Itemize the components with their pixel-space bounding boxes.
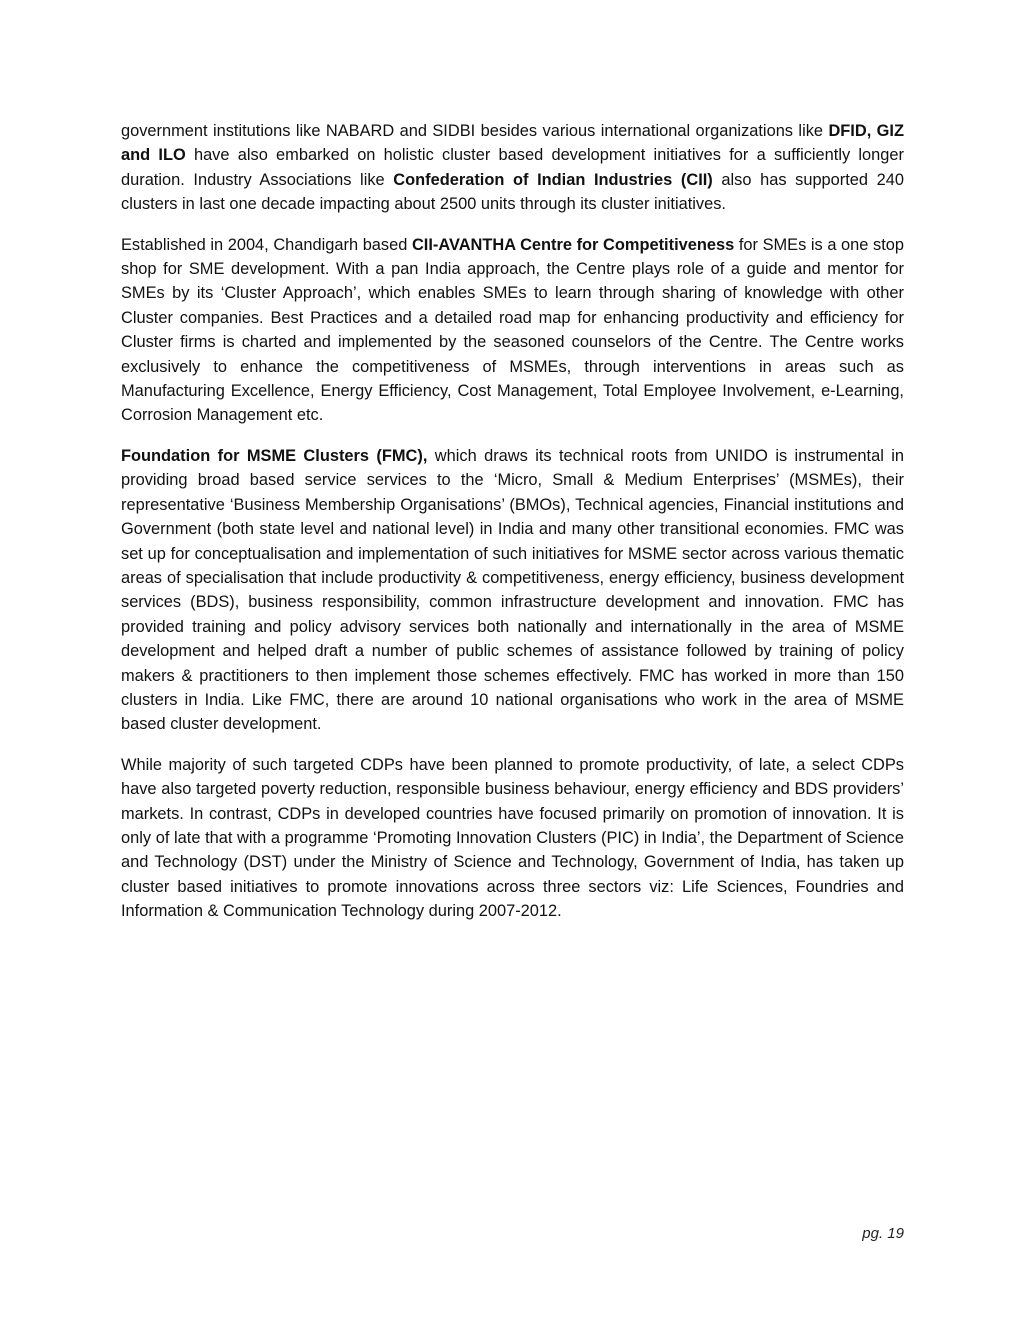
text-segment: While majority of such targeted CDPs have been planned to promote productivity, of late, a select CDPs have also targeted poverty reduction, responsible business behaviour, energy efficiency and BDS providers’ markets. In contrast, CDPs in developed countries have focused primarily on promotion of innovation. It is only of late that with a programme ‘Promoting Innovation Clusters (PIC) in India’, the Department of Science and Technology (DST) under the Ministry of Science and Technology, Government of India, has taken up cluster based initiatives to promote innovations across three sectors viz: Life Sciences, Foundries and Information & Communication Technology during 2007-2012.	[121, 755, 904, 921]
bold-text-cii-avantha: CII-AVANTHA Centre for Competitiveness	[411, 235, 735, 254]
paragraph-fmc	[121, 444, 904, 737]
text-segment: also has supported 240 clusters in last one decade impacting about 2500 units through its cluster initiatives.	[121, 170, 905, 214]
page-number: pg. 19	[862, 1225, 904, 1242]
page-body	[121, 119, 904, 940]
paragraph-cdps	[121, 753, 904, 924]
text-segment: Established in 2004, Chandigarh based	[121, 235, 412, 254]
text-segment: which draws its technical roots from UNIDO is instrumental in providing broad based service services to the ‘Micro, Small & Medium Enterprises’ (MSMEs), their representative ‘Business Membership Organisations’ (BMOs), Technical agencies, Financial institutions and Government (both state level and national level) in India and many other transitional economies. FMC was set up for conceptualisation and implementation of such initiatives for MSME sector across various thematic areas of specialisation that include productivity & competitiveness, energy efficiency, business development services (BDS), business responsibility, common infrastructure development and innovation. FMC has provided training and policy advisory services both nationally and internationally in the area of MSME development and helped draft a number of public schemes of assistance followed by training of policy makers & practitioners to then implement those schemes effectively. FMC has worked in more than 150 clusters in India. Like FMC, there are around 10 national organisations who work in the area of MSME based cluster development.	[121, 446, 904, 734]
text-segment: have also embarked on holistic cluster based development initiatives for a sufficiently longer duration. Industry Associations like	[121, 146, 904, 189]
text-segment: government institutions like NABARD and SIDBI besides various international organizations like	[121, 122, 829, 140]
bold-text-dfid-giz-ilo: DFID, GIZ and ILO	[121, 122, 904, 165]
paragraph-cluster-institutions	[121, 119, 904, 217]
paragraph-cii-avantha	[121, 233, 904, 428]
bold-text-cii: Confederation of Indian Industries (CII)	[393, 170, 713, 189]
bold-text-fmc: Foundation for MSME Clusters (FMC),	[121, 446, 428, 465]
text-segment: for SMEs is a one stop shop for SME development. With a pan India approach, the Centre plays role of a guide and mentor for SMEs by its ‘Cluster Approach’, which enables SMEs to learn through sharing of knowledge with other Cluster companies. Best Practices and a detailed road map for enhancing productivity and efficiency for Cluster firms is charted and implemented by the seasoned counselors of the Centre. The Centre works exclusively to enhance the competitiveness of MSMEs, through interventions in areas such as Manufacturing Excellence, Energy Efficiency, Cost Management, Total Employee Involvement, e-Learning, Corrosion Management etc.	[121, 235, 904, 425]
